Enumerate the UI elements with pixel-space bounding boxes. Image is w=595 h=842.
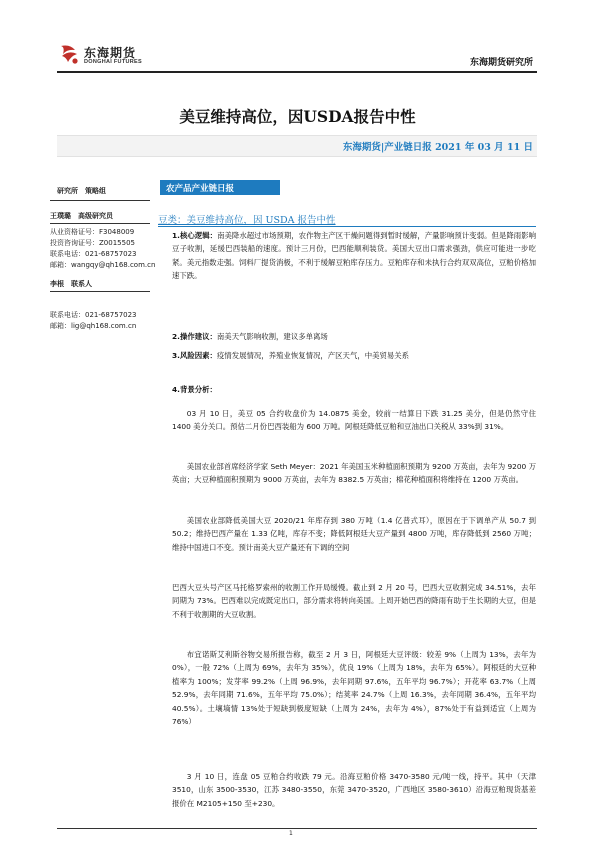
paragraph: 布宜诺斯艾利斯谷物交易所报告称，截至 2 月 3 日，阿根廷大豆评级：较差 9%（上周为 13%，去年为 0%），一般 72%（上周为 69%，去年为 35%），优良 19%（上周为 18%，去年为 65%）。阿根廷的大豆种植率为 100%；发芽率 99.2%（上周 96.9%，去年同期 97.6%，五年平均 96.7%）；开花率 63.7%（上周 52.9%，去年同期 71.6%，五年平均 75.0%）；结荚率 24.7%（上周 16.3%，去年同期 36.4%，五年平均 40.5%）。土壤墒情 13%处于短缺到极度短缺（上周为 24%，去年为 4%），87%处于有益到适宜（上周为 76%） bbox=[172, 650, 536, 727]
analyst-1-email[interactable]: 邮箱：wangqy@qh168.com.cn bbox=[50, 261, 156, 269]
institute-name: 东海期货研究所 bbox=[469, 58, 533, 68]
analyst-2-name: 李根 联系人 bbox=[50, 280, 92, 288]
advice-section bbox=[172, 330, 536, 343]
risk-text: 疫情发展情况，养殖业恢复情况，产区天气，中美贸易关系 bbox=[216, 351, 410, 360]
analyst-1-cert: 从业资格证号：F3048009 bbox=[50, 228, 135, 236]
core-logic-label: 1.核心逻辑： bbox=[172, 231, 218, 240]
page-number: 1 bbox=[289, 830, 293, 837]
risk-label: 3.风险因素： bbox=[172, 351, 217, 360]
donghai-logo-icon bbox=[57, 42, 81, 66]
paragraph: 美国农业部首席经济学家 Seth Meyer：2021 年美国玉米种植面积预期为 9200 万英亩，去年为 9200 万英亩；大豆种植面积预期为 9000 万英亩，去年为 8382.5 万英亩；棉花种植面积将维持在 1200 万英亩。 bbox=[172, 462, 536, 485]
risk-section bbox=[172, 349, 536, 362]
paragraph: 巴西大豆头号产区马托格罗索州的收割工作开局缓慢。截止到 2 月 20 号，巴西大豆收割完成 34.51%，去年同期为 73%。巴西难以完成既定出口，部分需求将转向美国。上周开始巴西的降雨有助于生长期的大豆，但是不利于收割期的大豆收割。 bbox=[172, 583, 536, 619]
logo-chinese-text: 东海期货 bbox=[84, 46, 137, 60]
report-subtitle: 东海期货|产业链日报 2021 年 03 月 11 日 bbox=[342, 142, 533, 153]
sidebar-rule bbox=[50, 223, 150, 224]
analyst-1-phone: 联系电话：021-68757023 bbox=[50, 250, 137, 258]
paragraph: 3 月 10 日，连盘 05 豆粕合约收跌 79 元。沿海豆粕价格 3470-3580 元/吨一线，持平。其中（天津 3510，山东 3500-3530，江苏 3480-3550，东莞 3470-3520，广西地区 3580-3610）沿海豆粕现货基差报价在 M2105+150 至+230。 bbox=[172, 772, 536, 808]
analyst-2-phone: 联系电话：021-68757023 bbox=[50, 311, 137, 319]
core-logic-section bbox=[172, 229, 536, 283]
report-type-label: 农产品产业链日报 bbox=[166, 184, 235, 194]
logo-english-text: DONGHAI FUTURES bbox=[84, 59, 142, 65]
background-heading bbox=[172, 383, 536, 396]
analyst-1-consult: 投资咨询证号：Z0015505 bbox=[50, 239, 135, 247]
sidebar-rule bbox=[50, 200, 150, 201]
advice-label: 2.操作建议： bbox=[172, 332, 217, 341]
footer-rule bbox=[57, 828, 537, 829]
header-rule bbox=[57, 71, 537, 73]
paragraph: 03 月 10 日，美豆 05 合约收盘价为 14.0875 美金，较前一结算日下跌 31.25 美分，但是仍然守住 1400 美分关口。预估二月份巴西装船为 600 万吨。阿根廷降低豆粕和豆油出口关税从 33%到 31%。 bbox=[172, 409, 536, 432]
advice-text: 南美天气影响收割，建议多单离场 bbox=[216, 332, 328, 341]
topic-underline bbox=[158, 226, 536, 227]
sidebar-rule bbox=[50, 291, 150, 292]
analyst-1-name: 王璞璐 高级研究员 bbox=[50, 212, 113, 220]
background-label: 4.背景分析： bbox=[172, 385, 217, 394]
report-title: 美豆维持高位，因USDA报告中性 bbox=[179, 107, 416, 126]
topic-link[interactable]: 豆类：美豆维持高位，因 USDA 报告中性 bbox=[158, 215, 336, 226]
analyst-2-email[interactable]: 邮箱：lig@qh168.com.cn bbox=[50, 322, 137, 330]
core-logic-text: 南美降水超过市场预期，农作物主产区干燥问题得到暂时缓解，产量影响预计变弱。但是降雨影响豆子收割，延缓巴西装船的速度。预计三月份，巴西能顺利装货。美国大豆出口需求强劲，供应可能进一步吃紧。美元指数走强。饲料厂提货消极，不利于缓解豆粕库存压力。豆粕库存和未执行合约双双高位，豆粕价格加速下跌。 bbox=[172, 231, 537, 281]
sidebar-group: 研究所 策略组 bbox=[57, 187, 106, 195]
paragraph: 美国农业部降低美国大豆 2020/21 年库存到 380 万吨（1.4 亿普式耳），原因在于下调单产从 50.7 到 50.2；维持巴西产量在 1.33 亿吨，库存不变；降低阿根廷大豆产量到 4800 万吨，库存降低到 2560 万吨；维持中国进口不变。预计南美大豆产量还有下调的空间 bbox=[172, 516, 536, 552]
